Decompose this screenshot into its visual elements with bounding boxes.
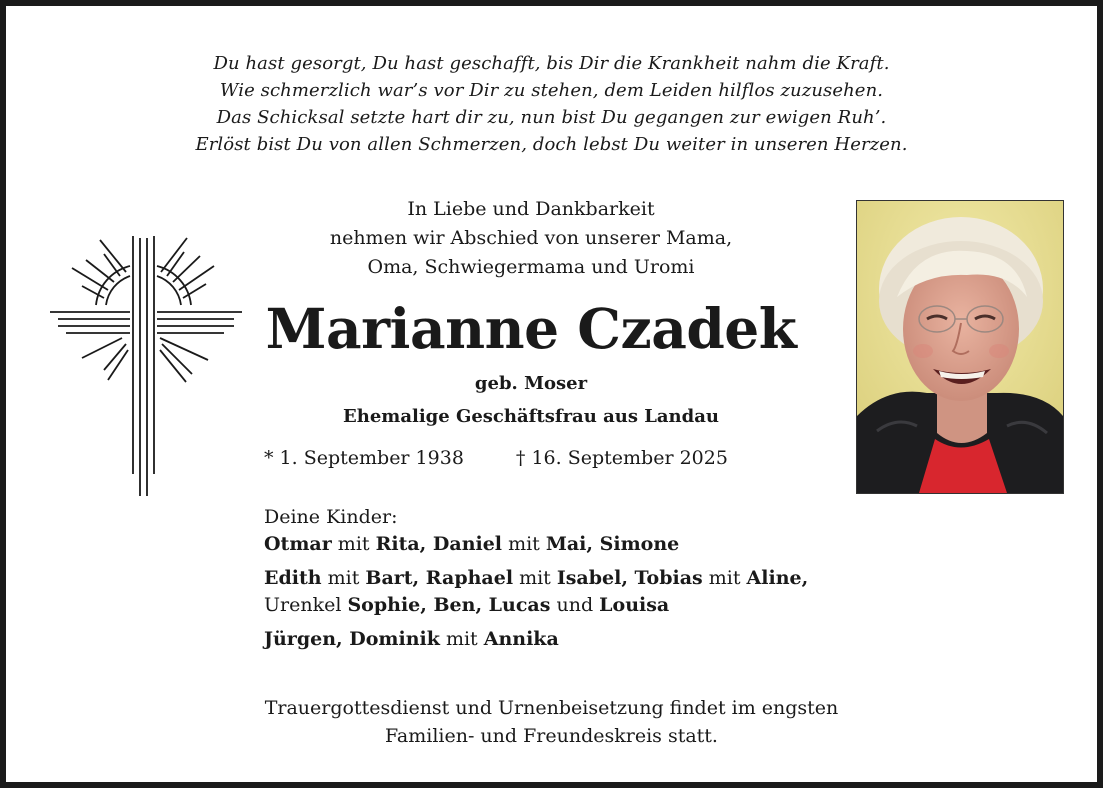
intro-text	[246, 195, 816, 282]
family-list	[264, 504, 808, 653]
intro-line: nehmen wir Abschied von unserer Mama,	[329, 227, 733, 249]
intro-line: Oma, Schwiegermama und Uromi	[367, 256, 695, 278]
family-name: Edith	[264, 567, 322, 589]
service-notice	[6, 694, 1097, 750]
connector-text: mit	[331, 533, 376, 555]
family-line	[264, 565, 808, 592]
connector-text: mit	[502, 533, 546, 555]
maiden-name: geb. Moser	[474, 373, 588, 394]
family-name: Mai, Simone	[545, 533, 680, 555]
intro-line: In Liebe und Dankbarkeit	[407, 198, 655, 220]
family-line	[264, 626, 808, 653]
family-name: Sophie, Ben, Lucas	[347, 594, 551, 616]
family-name: Annika	[483, 628, 559, 650]
occupation: Ehemalige Geschäftsfrau aus Landau	[343, 406, 719, 427]
connector-text: mit	[321, 567, 366, 589]
connector-text: Urenkel	[264, 594, 348, 616]
family-name: Isabel, Tobias	[556, 567, 703, 589]
family-line	[264, 531, 808, 558]
family-name: Aline,	[746, 567, 809, 589]
portrait-photo	[856, 200, 1064, 494]
poem-line: Du hast gesorgt, Du hast geschafft, bis Dir die Krankheit nahm die Kraft.	[213, 53, 890, 74]
family-name: Louisa	[599, 594, 670, 616]
poem-line: Wie schmerzlich war’s vor Dir zu stehen, dem Leiden hilflos zuzusehen.	[219, 80, 884, 101]
family-line	[264, 592, 808, 619]
birth-date: * 1. September 1938	[264, 447, 464, 469]
portrait-image	[857, 201, 1063, 493]
service-line: Trauergottesdienst und Urnenbeisetzung findet im engsten	[264, 697, 839, 719]
deceased-name: Marianne Czadek	[265, 296, 797, 361]
connector-text: mit	[513, 567, 557, 589]
connector-text: mit	[702, 567, 747, 589]
cross-with-rays-icon	[48, 234, 244, 502]
memorial-poem	[6, 50, 1097, 158]
family-name: Otmar	[264, 533, 332, 555]
connector-text: mit	[439, 628, 484, 650]
service-line: Familien- und Freundeskreis statt.	[385, 725, 718, 747]
life-dates	[264, 444, 728, 472]
family-name: Jürgen, Dominik	[264, 628, 440, 650]
death-date: † 16. September 2025	[515, 447, 728, 469]
family-name: Rita, Daniel	[375, 533, 503, 555]
poem-line: Das Schicksal setzte hart dir zu, nun bist Du gegangen zur ewigen Ruh’.	[216, 107, 887, 128]
family-heading: Deine Kinder:	[264, 506, 398, 528]
family-name: Bart, Raphael	[365, 567, 514, 589]
connector-text: und	[550, 594, 600, 616]
poem-line: Erlöst bist Du von allen Schmerzen, doch lebst Du weiter in unseren Herzen.	[195, 134, 908, 155]
